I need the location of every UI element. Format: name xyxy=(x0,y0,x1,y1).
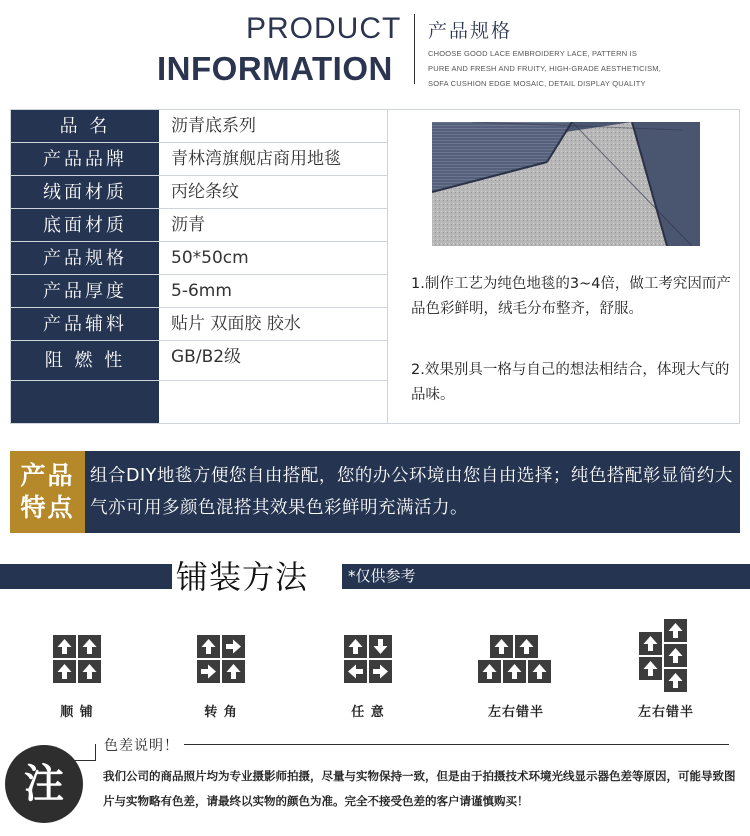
arrow-up-icon xyxy=(53,660,76,683)
arrow-up-icon xyxy=(344,635,367,658)
spec-note-2: 2.效果别具一格与自己的想法相结合，体现大气的品味。 xyxy=(411,362,730,403)
note-divider xyxy=(184,744,729,745)
spec-label: 产品品牌 xyxy=(43,149,127,170)
header-information: INFORMATION xyxy=(157,50,393,87)
spec-row xyxy=(11,308,388,341)
spec-label: 绒面材质 xyxy=(43,182,127,203)
arrow-up-icon xyxy=(639,632,662,655)
spec-value: 青林湾旗舰店商用地毯 xyxy=(171,149,341,169)
spec-value: 50*50cm xyxy=(171,248,249,268)
spec-label: 阻 燃 性 xyxy=(44,350,126,371)
header-cn-title: 产品规格 xyxy=(428,20,513,42)
arrow-down-icon xyxy=(369,635,392,658)
arrow-right-icon xyxy=(369,660,392,683)
spec-value: 贴片 双面胶 胶水 xyxy=(171,314,301,334)
header-en-text xyxy=(428,46,728,91)
spec-row xyxy=(11,110,388,143)
method-label: 左右错半 xyxy=(487,705,544,720)
spec-value: 5-6mm xyxy=(171,281,232,301)
arrow-up-icon xyxy=(664,619,687,642)
carpet-tiles-image xyxy=(432,122,702,246)
spec-value: 沥青底系列 xyxy=(171,116,256,136)
header-en-line: PURE AND FRESH AND FRUITY, HIGH-GRADE AESTHETICISM, xyxy=(428,64,662,73)
arrow-up-icon xyxy=(528,660,551,683)
install-title: 铺装方法 xyxy=(176,558,309,596)
spec-value: GB/B2级 xyxy=(171,347,242,367)
spec-label: 产品厚度 xyxy=(43,281,127,302)
arrow-up-icon xyxy=(503,660,526,683)
arrow-up-icon xyxy=(78,660,101,683)
spec-label: 产品辅料 xyxy=(43,314,127,335)
method-label: 转 角 xyxy=(204,705,238,720)
spec-value: 沥青 xyxy=(171,215,205,235)
spec-divider xyxy=(387,110,388,423)
arrow-right-icon xyxy=(222,635,245,658)
method-label: 顺 铺 xyxy=(60,705,94,720)
header-product: PRODUCT xyxy=(246,12,402,45)
header xyxy=(0,0,750,100)
spec-label: 产品规格 xyxy=(43,248,127,269)
method-label: 左右错半 xyxy=(637,705,694,720)
header-divider xyxy=(414,14,415,84)
feature-tag-line: 产品 xyxy=(20,461,75,490)
spec-row xyxy=(11,143,388,176)
arrow-up-icon xyxy=(222,660,245,683)
arrow-up-icon xyxy=(664,644,687,667)
feature-tag-line: 特点 xyxy=(20,493,75,522)
arrow-up-icon xyxy=(639,657,662,680)
arrow-up-icon xyxy=(515,635,538,658)
arrow-up-icon xyxy=(478,660,501,683)
arrow-up-icon xyxy=(78,635,101,658)
spec-label: 品 名 xyxy=(59,116,111,137)
method-label: 任 意 xyxy=(351,705,385,720)
note-body: 我们公司的商品照片均为专业摄影师拍摄，尽量与实物保持一致，但是由于拍摄技术环境光线显示器色差等原因，可能导致图片与实物略有色差，请最终以实物的颜色为准。完全不接受色差的客户请谨慎购买！ xyxy=(103,769,736,808)
feature-tag xyxy=(10,451,85,533)
spec-row xyxy=(11,275,388,308)
arrow-right-icon xyxy=(197,660,220,683)
spec-row xyxy=(11,209,388,242)
spec-row xyxy=(11,242,388,275)
spec-row xyxy=(11,341,388,381)
install-note: *仅供参考 xyxy=(348,567,416,585)
spec-note-1: 1.制作工艺为纯色地毯的3~4倍，做工考究因而产品色彩鲜明，绒毛分布整齐，舒服。 xyxy=(411,276,731,317)
spec-label: 底面材质 xyxy=(43,215,127,236)
spec-table xyxy=(10,109,740,424)
feature-text: 组合DIY地毯方便您自由搭配，您的办公环境由您自由选择；纯色搭配彰显简约大气亦可用多颜色混搭其效果色彩鲜明充满活力。 xyxy=(90,466,733,518)
arrow-up-icon xyxy=(53,635,76,658)
header-en-line: CHOOSE GOOD LACE EMBROIDERY LACE, PATTERN IS xyxy=(428,49,638,58)
arrow-up-icon xyxy=(490,635,513,658)
arrow-up-icon xyxy=(197,635,220,658)
arrow-up-icon xyxy=(664,669,687,692)
note-divider xyxy=(95,744,96,760)
arrow-left-icon xyxy=(344,660,367,683)
note-badge: 注 xyxy=(5,745,83,823)
spec-value: 丙纶条纹 xyxy=(171,182,239,202)
note-title: 色差说明！ xyxy=(104,738,179,754)
spec-row xyxy=(11,176,388,209)
feature-bar xyxy=(10,451,740,533)
header-en-line: SOFA CUSHION EDGE MOSAIC, DETAIL DISPLAY QUALITY xyxy=(428,79,646,88)
